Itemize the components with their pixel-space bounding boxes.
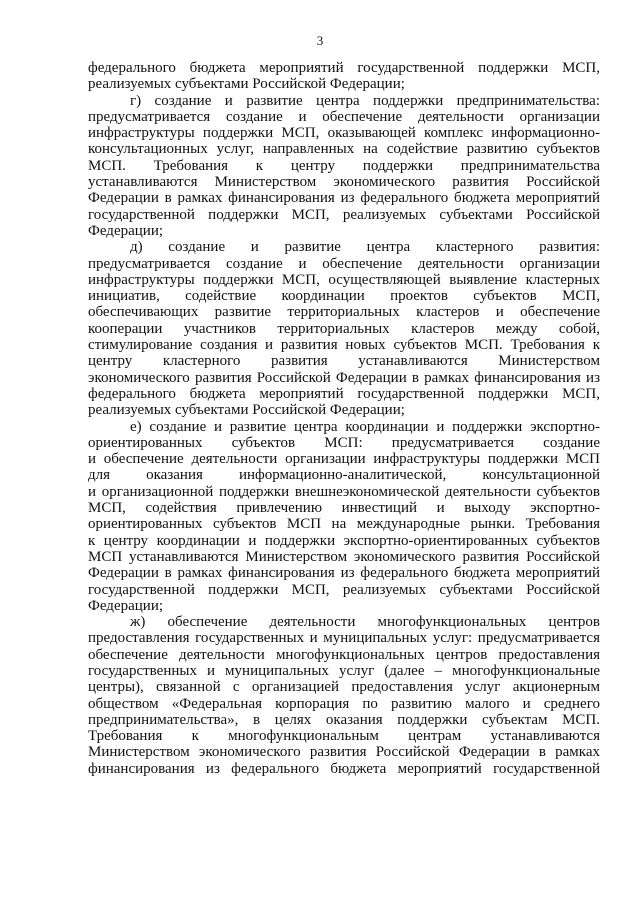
text-line: е) создание и развитие центра координации и поддержки экспортно- bbox=[130, 418, 600, 435]
text-line: стимулирование создания и развития новых субъектов МСП. Требования к bbox=[88, 337, 600, 354]
text-line: реализуемых субъектами Российской Федерации; bbox=[88, 402, 405, 419]
text-line: Министерством экономического развития Российской Федерации в рамках bbox=[88, 744, 600, 761]
text-line: консультационных услуг, направленных на содействие развитию субъектов bbox=[88, 141, 600, 158]
text-line: инфраструктуры поддержки МСП, оказывающей комплекс информационно- bbox=[88, 125, 600, 142]
text-line: Федерации; bbox=[88, 222, 164, 239]
text-line: государственной поддержки МСП, реализуемых субъектами Российской bbox=[88, 206, 600, 223]
page-number: 3 bbox=[316, 33, 324, 48]
text-line: финансирования из федерального бюджета мероприятий государственной bbox=[88, 760, 600, 777]
text-line: предусматривается создание и обеспечение деятельности организации bbox=[88, 255, 600, 272]
text-line: Федерации в рамках финансирования из федерального бюджета мероприятий bbox=[88, 190, 600, 207]
body-text bbox=[88, 60, 600, 777]
text-line: МСП, содействия привлечению инвестиций и выходу экспортно- bbox=[88, 500, 600, 517]
text-line: ж) обеспечение деятельности многофункциональных центров bbox=[130, 614, 600, 631]
text-line: Федерации в рамках финансирования из федерального бюджета мероприятий bbox=[88, 565, 600, 582]
text-line: экономического развития Российской Федерации в рамках финансирования из bbox=[88, 369, 600, 386]
text-line: центры), связанной с организацией предоставления услуг акционерным bbox=[88, 679, 600, 696]
text-line: д) создание и развитие центра кластерного развития: bbox=[130, 239, 600, 256]
text-line: ориентированных субъектов МСП на международные рынки. Требования bbox=[88, 516, 600, 533]
text-line: ориентированных субъектов МСП: предусматривается создание bbox=[88, 434, 600, 451]
text-line: обеспечивающих развитие территориальных кластеров и обеспечение bbox=[88, 304, 600, 321]
text-line: МСП. Требования к центру поддержки предпринимательства bbox=[88, 157, 600, 174]
text-line: предоставления государственных и муниципальных услуг: предусматривается bbox=[88, 630, 600, 647]
text-line: инициатив, содействие координации проектов субъектов МСП, bbox=[88, 288, 600, 305]
text-line: инфраструктуры поддержки МСП, осуществляющей выявление кластерных bbox=[88, 271, 600, 288]
text-line: реализуемых субъектами Российской Федерации; bbox=[88, 76, 405, 93]
text-line: федерального бюджета мероприятий государственной поддержки МСП, bbox=[88, 385, 600, 402]
text-line: предпринимательства», в целях оказания поддержки субъектам МСП. bbox=[88, 711, 600, 728]
text-line: предусматривается создание и обеспечение деятельности организации bbox=[88, 108, 600, 125]
text-line: Федерации; bbox=[88, 597, 164, 614]
text-line: к центру координации и поддержки экспортно-ориентированных субъектов bbox=[88, 532, 600, 549]
text-line: кооперации участников территориальных кластеров между собой, bbox=[88, 320, 600, 337]
text-line: и обеспечение деятельности организации инфраструктуры поддержки МСП bbox=[88, 451, 600, 468]
text-line: государственной поддержки МСП, реализуемых субъектами Российской bbox=[88, 581, 600, 598]
text-line: обеспечение деятельности многофункциональных центров предоставления bbox=[88, 646, 600, 663]
text-line: и организационной поддержки внешнеэкономической деятельности субъектов bbox=[88, 483, 600, 500]
text-line: государственных и муниципальных услуг (далее – многофункциональные bbox=[88, 662, 600, 679]
text-line: для оказания информационно-аналитической, консультационной bbox=[88, 467, 600, 484]
text-line: федерального бюджета мероприятий государственной поддержки МСП, bbox=[88, 60, 600, 76]
text-line: г) создание и развитие центра поддержки предпринимательства: bbox=[130, 92, 600, 109]
text-line: Требования к многофункциональным центрам устанавливаются bbox=[88, 728, 600, 745]
text-line: центру кластерного развития устанавливаются Министерством bbox=[88, 353, 600, 370]
text-line: обществом «Федеральная корпорация по развитию малого и среднего bbox=[88, 695, 600, 712]
text-line: МСП устанавливаются Министерством экономического развития Российской bbox=[88, 548, 600, 565]
text-line: устанавливаются Министерством экономического развития Российской bbox=[88, 174, 600, 191]
